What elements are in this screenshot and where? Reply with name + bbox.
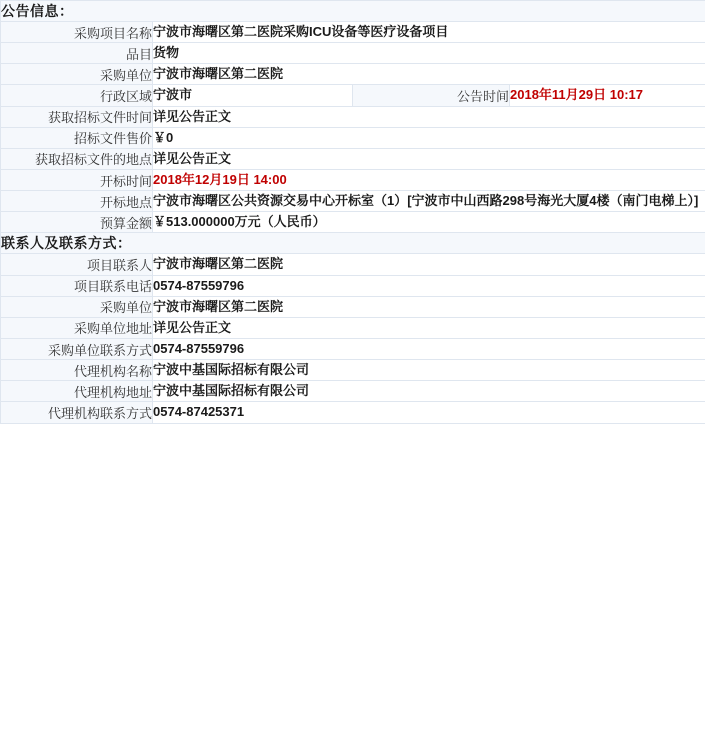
table-row [1, 64, 705, 85]
row-value-region: 宁波市 [153, 85, 353, 106]
row-label-project-name: 采购项目名称 [1, 22, 153, 43]
table-row [1, 296, 705, 317]
table-row [1, 22, 705, 43]
table-row [1, 106, 705, 127]
table-row [1, 127, 705, 148]
row-value-project-contact: 宁波市海曙区第二医院 [153, 254, 705, 275]
row-label-doc-acquire-place: 获取招标文件的地点 [1, 148, 153, 169]
row-value-bid-open-place: 宁波市海曙区公共资源交易中心开标室（1）[宁波市中山西路298号海光大厦4楼（南门电梯上）] [153, 191, 705, 212]
table-row [1, 169, 705, 190]
table-row [1, 360, 705, 381]
row-value-purchaser-contact: 0574-87559796 [153, 338, 705, 359]
row-value-purchaser-2: 宁波市海曙区第二医院 [153, 296, 705, 317]
row-label-budget: 预算金额 [1, 212, 153, 233]
table-row [1, 43, 705, 64]
row-value-purchaser: 宁波市海曙区第二医院 [153, 64, 705, 85]
row-label-agency-name: 代理机构名称 [1, 360, 153, 381]
row-value-agency-address: 宁波中基国际招标有限公司 [153, 381, 705, 402]
row-value-purchaser-address: 详见公告正文 [153, 317, 705, 338]
table-row [1, 275, 705, 296]
row-label-publish-time: 公告时间 [353, 85, 510, 106]
row-label-doc-price: 招标文件售价 [1, 127, 153, 148]
section-title-announcement: 公告信息： [1, 1, 705, 22]
row-value-agency-contact: 0574-87425371 [153, 402, 705, 423]
row-label-doc-acquire-time: 获取招标文件时间 [1, 106, 153, 127]
table-row [1, 233, 705, 254]
table-row [1, 402, 705, 423]
table-row [1, 338, 705, 359]
row-label-bid-open-time: 开标时间 [1, 169, 153, 190]
table-row [1, 254, 705, 275]
table-row [1, 148, 705, 169]
row-label-region: 行政区域 [1, 85, 153, 106]
row-value-publish-time: 2018年11月29日 10:17 [510, 85, 705, 106]
table-row [1, 212, 705, 233]
row-label-purchaser-2: 采购单位 [1, 296, 153, 317]
row-label-purchaser: 采购单位 [1, 64, 153, 85]
row-label-agency-address: 代理机构地址 [1, 381, 153, 402]
row-value-project-name: 宁波市海曙区第二医院采购ICU设备等医疗设备项目 [153, 22, 705, 43]
row-label-agency-contact: 代理机构联系方式 [1, 402, 153, 423]
table-row [1, 1, 705, 22]
section-title-contact: 联系人及联系方式： [1, 233, 705, 254]
row-value-doc-acquire-place: 详见公告正文 [153, 148, 705, 169]
row-value-agency-name: 宁波中基国际招标有限公司 [153, 360, 705, 381]
table-row [1, 85, 705, 106]
row-value-bid-open-time: 2018年12月19日 14:00 [153, 169, 705, 190]
row-label-purchaser-contact: 采购单位联系方式 [1, 338, 153, 359]
row-label-category: 品目 [1, 43, 153, 64]
table-row [1, 381, 705, 402]
row-value-doc-acquire-time: 详见公告正文 [153, 106, 705, 127]
row-label-bid-open-place: 开标地点 [1, 191, 153, 212]
row-value-budget: ￥513.000000万元（人民币） [153, 212, 705, 233]
row-label-project-contact: 项目联系人 [1, 254, 153, 275]
row-value-project-phone: 0574-87559796 [153, 275, 705, 296]
row-label-purchaser-address: 采购单位地址 [1, 317, 153, 338]
row-value-category: 货物 [153, 43, 705, 64]
row-value-doc-price: ￥0 [153, 127, 705, 148]
table-row [1, 317, 705, 338]
row-label-project-phone: 项目联系电话 [1, 275, 153, 296]
table-row [1, 191, 705, 212]
